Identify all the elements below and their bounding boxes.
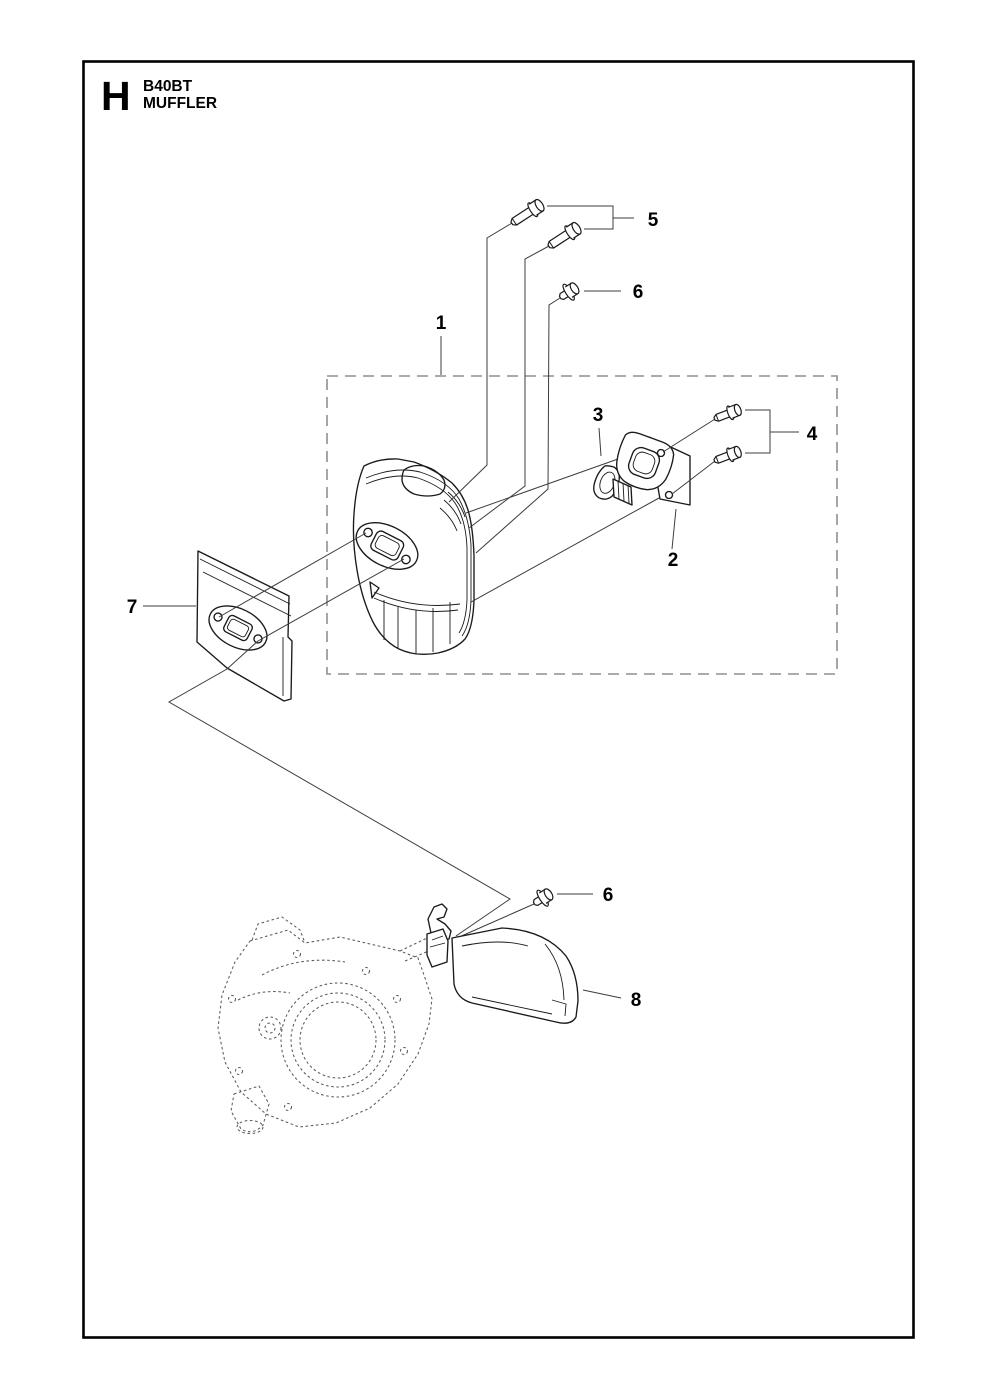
- shield-screw-bottom: [529, 885, 556, 912]
- section-title: MUFFLER: [143, 95, 218, 112]
- muffler-screws: [507, 197, 583, 253]
- bracket-callout-4: [745, 410, 799, 453]
- leader-callout-3: [599, 428, 601, 456]
- callout-4: 4: [806, 424, 818, 445]
- callout-6-top: 6: [632, 282, 644, 303]
- heat-shield-lower: [427, 904, 578, 1023]
- callout-6-bottom-group: [557, 885, 613, 906]
- callout-5: 5: [647, 210, 659, 231]
- callout-3: 3: [592, 405, 604, 426]
- callout-7-group: [127, 597, 196, 618]
- callout-6-bottom: 6: [602, 885, 614, 906]
- align-gasket-to-shield: [169, 641, 510, 936]
- page-border: [84, 62, 914, 1338]
- shield-screw-top: [555, 279, 582, 306]
- align-screw4a: [663, 419, 715, 452]
- callout-7: 7: [126, 597, 138, 618]
- leader-screw5b: [469, 246, 549, 528]
- model-code: B40BT: [143, 78, 193, 95]
- callout-8: 8: [630, 990, 642, 1011]
- screw-5b: [544, 220, 583, 253]
- callout-2-group: [668, 509, 679, 571]
- screw-4a: [712, 402, 743, 425]
- screw-5a: [507, 197, 546, 230]
- align-muffler-cover-lower: [471, 498, 659, 602]
- callout-8-group: [583, 990, 641, 1011]
- callout-1-group: [436, 313, 447, 375]
- callout-6-top-group: [584, 282, 643, 303]
- callout-1: 1: [435, 313, 447, 334]
- leader-screw5a: [449, 223, 512, 502]
- section-letter: H: [101, 73, 131, 119]
- screw-4b: [712, 444, 743, 467]
- muffler: [349, 459, 474, 654]
- leader-callout-2: [672, 509, 676, 549]
- section-header: [101, 73, 217, 119]
- leader-callout-8: [583, 990, 621, 998]
- callout-4-group: [745, 410, 818, 453]
- leader-screw6-top: [476, 298, 560, 553]
- bracket-callout-5: [547, 206, 634, 229]
- crankcase: [218, 917, 432, 1134]
- callout-5-group: [547, 206, 659, 231]
- callout-2: 2: [667, 550, 679, 571]
